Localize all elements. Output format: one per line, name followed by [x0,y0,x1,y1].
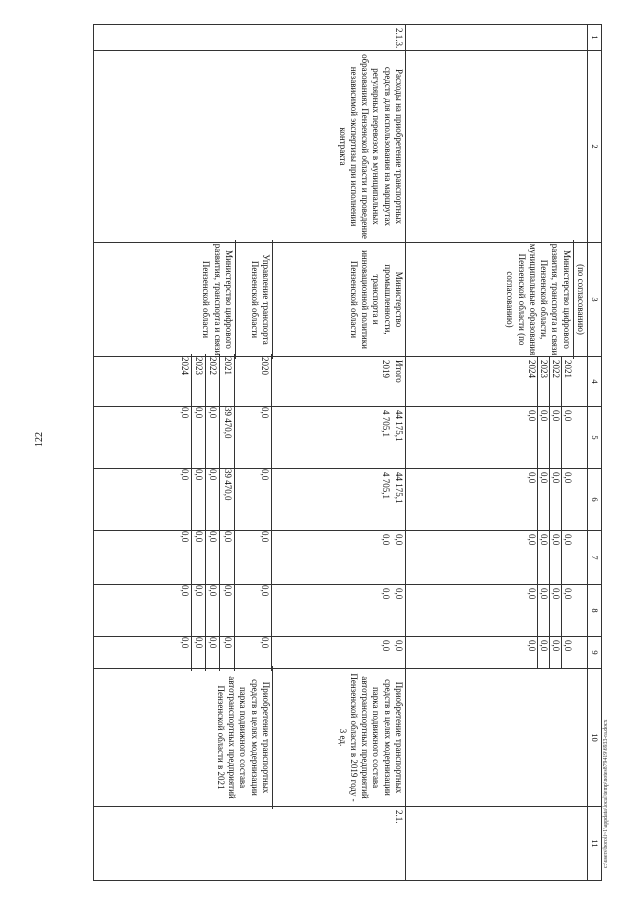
value: 0,0 [235,404,272,471]
value: 0,0 [235,582,272,639]
cell-empty [405,25,587,51]
value: 0,0 [527,588,537,600]
executor-cell [94,243,406,357]
value-total: 44 175,1 [393,472,404,504]
year: 2024 [527,360,537,378]
value: 4 705,1 [380,472,391,499]
col-header-5: 5 [588,407,602,469]
years-cell [94,357,406,407]
value: 0,0 [178,582,192,639]
value: 0,0 [178,466,192,533]
value: 0,0 [537,637,549,668]
value: 0,0 [527,472,537,484]
col-header-1: 1 [588,25,602,51]
value: 0,0 [192,404,206,471]
col6-cell [405,469,587,531]
year: 2021 [561,357,573,406]
year: 2021 [220,354,234,409]
col5-cell [405,407,587,469]
value: 0,0 [527,640,537,652]
value: 0,0 [206,528,220,587]
value: 0,0 [549,585,561,636]
value-total: 0,0 [393,534,404,546]
value: 0,0 [235,528,272,587]
year: 2020 [235,354,272,409]
value-total: 0,0 [393,640,404,652]
value: 0,0 [206,466,220,533]
total-label: Итого [393,360,404,383]
value: 0,0 [220,582,234,639]
value: 0,0 [561,469,573,530]
year: 2022 [549,357,561,406]
value: 0,0 [235,634,272,671]
col-header-9: 9 [588,637,602,669]
value: 0,0 [235,466,272,533]
value: 0,0 [380,640,391,652]
value: 0,0 [561,585,573,636]
item-description: Расходы на приобретение транспортных средств для использования на маршрутах регулярных перевозок в муниципальных образованиях Пензенской области и проведение независимой экспертизы при исполнении контракта [94,51,406,243]
cell-empty [405,51,587,243]
value: 0,0 [561,531,573,584]
executor-transport-department: Управление транспорта Пензенской области [236,240,273,359]
table-row [94,25,406,881]
value: 0,0 [206,582,220,639]
col9-cell [94,637,406,669]
year: 2023 [537,357,549,406]
col8-cell [405,585,587,637]
col-header-8: 8 [588,585,602,637]
value: 0,0 [206,404,220,471]
year: 2019 [380,360,391,378]
value: 0,0 [380,534,391,546]
value: 0,0 [537,407,549,468]
year: 2024 [178,354,192,409]
col-header-7: 7 [588,531,602,585]
col-header-6: 6 [588,469,602,531]
executor-ministry: Министерство цифрового развития, транспорта и связи Пензенской области, муниципальные образования Пензенской области (по согласованию) [503,240,574,359]
year: 2023 [192,354,206,409]
col-header-10: 10 [588,669,602,807]
value: 0,0 [549,407,561,468]
value: 0,0 [549,469,561,530]
value-total: 44 175,1 [393,410,404,442]
value: 0,0 [561,407,573,468]
executor-industry-ministry: Министерство промышленности, транспорта и инновационной политики Пензенской области [348,250,404,349]
col-header-3: 3 [588,243,602,357]
col-header-2: 2 [588,51,602,243]
value: 39 470,0 [220,466,234,533]
year: 2022 [206,354,220,409]
value: 0,0 [220,528,234,587]
value: 0,0 [192,528,206,587]
col7-cell [94,531,406,585]
page-number: 122 [34,432,45,447]
value: 0,0 [192,582,206,639]
col-header-4: 4 [588,357,602,407]
col-header-11: 11 [588,807,602,881]
value: 0,0 [561,637,573,668]
value: 39 470,0 [220,404,234,471]
years-cell [405,357,587,407]
value: 0,0 [178,404,192,471]
value: 0,0 [380,588,391,600]
value: 0,0 [537,469,549,530]
cell-empty [405,807,587,881]
value: 0,0 [527,534,537,546]
executor-cell [405,243,587,357]
value: 0,0 [527,410,537,422]
item-number: 2.1.3. [94,25,406,51]
col5-cell [94,407,406,469]
value: 0,0 [537,531,549,584]
result-2019: Приобретение транспортных средств в целях модернизации парка подвижного состава автотранспортных предприятий Пензенской области в 2019 году - 3 ед. [337,673,404,802]
col7-cell [405,531,587,585]
value: 0,0 [206,634,220,671]
col6-cell [94,469,406,531]
value: 0,0 [192,466,206,533]
col9-cell [405,637,587,669]
value: 0,0 [537,585,549,636]
result-2021: Приобретение транспортных средств в целях модернизации парка подвижного состава автотранспортных предприятий Пензенской области в 2021 [214,666,273,809]
program-table [93,24,602,881]
value: 0,0 [178,634,192,671]
column-number-row [588,25,602,881]
table-row [405,25,587,881]
target-indicator-ref: 2.1. [94,807,406,881]
footer-file-path: c:\users\boroli~1\appdata\local\temp\notes879419\6933-ra.docx [603,719,609,868]
col8-cell [94,585,406,637]
value: 0,0 [178,528,192,587]
value: 0,0 [549,637,561,668]
value: 4 705,1 [380,410,391,437]
program-table-rotated [93,24,602,880]
executor-digital-ministry: Министерство цифрового развития, транспорта и связи Пензенской области [199,240,236,359]
value: 0,0 [192,634,206,671]
cell-empty [405,669,587,807]
value: 0,0 [220,634,234,671]
value-total: 0,0 [393,588,404,600]
value: 0,0 [549,531,561,584]
result-cell [94,669,406,807]
executor-note: (по согласованию) [576,264,586,335]
